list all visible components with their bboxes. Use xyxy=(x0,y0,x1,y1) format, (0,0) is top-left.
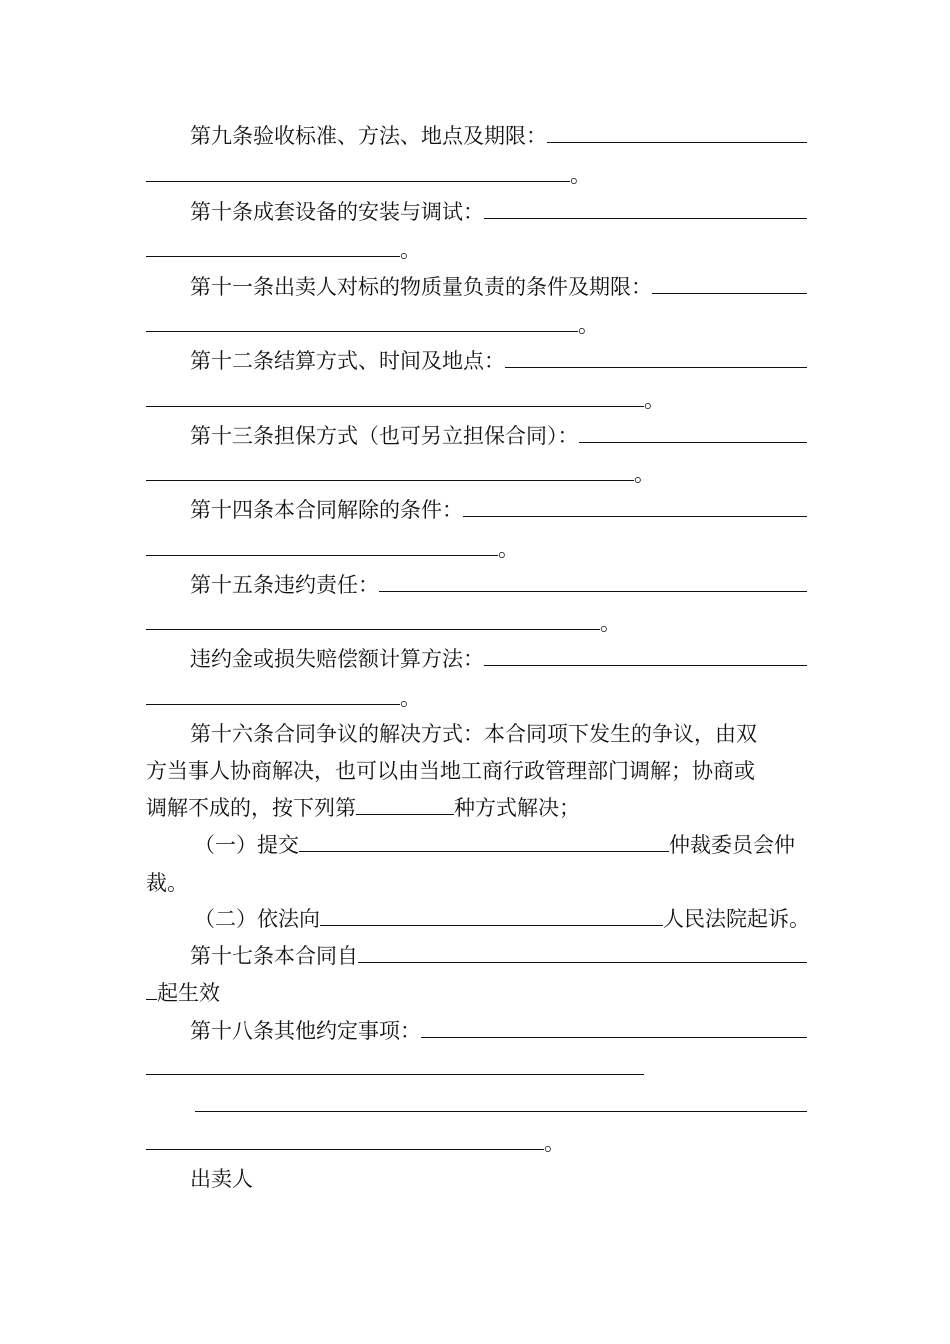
clause-18-line-4 xyxy=(146,1128,807,1158)
clause-15-line-1 xyxy=(146,570,807,600)
clause-14-blank-2 xyxy=(146,536,498,556)
clause-10-end: 。 xyxy=(400,238,421,262)
penalty-blank-2 xyxy=(146,685,400,705)
clause-9-label: 第九条验收标准、方法、地点及期限： xyxy=(190,124,547,148)
clause-18-blank-3 xyxy=(195,1092,807,1112)
clause-10-line-1 xyxy=(146,197,807,227)
penalty-line-1 xyxy=(146,644,807,674)
clause-10-blank-2 xyxy=(146,237,400,257)
clause-11-label: 第十一条出卖人对标的物质量负责的条件及期限： xyxy=(190,275,652,299)
clause-14-blank xyxy=(463,497,807,517)
clause-11-line-2 xyxy=(146,310,807,340)
clause-14-line-1 xyxy=(146,495,807,525)
clause-9-blank-2 xyxy=(146,162,570,182)
clause-16-line-2: 方当事人协商解决，也可以由当地工商行政管理部门调解；协商或 xyxy=(146,759,755,783)
clause-13-end: 。 xyxy=(634,462,655,486)
clause-9-line-1 xyxy=(146,121,807,151)
penalty-end: 。 xyxy=(400,686,421,710)
clause-14-label: 第十四条本合同解除的条件： xyxy=(190,498,463,522)
clause-18-blank xyxy=(421,1018,807,1038)
clause-13-blank-2 xyxy=(146,461,634,481)
clause-17-line-1 xyxy=(146,941,807,971)
clause-10-blank xyxy=(484,199,807,219)
clause-15-label: 第十五条违约责任： xyxy=(190,573,379,597)
clause-11-end: 。 xyxy=(578,313,599,337)
clause-11-line-1 xyxy=(146,272,807,302)
clause-18-label: 第十八条其他约定事项： xyxy=(190,1019,421,1043)
clause-13-blank xyxy=(579,423,808,443)
clause-15-blank xyxy=(379,572,807,592)
penalty-line-2 xyxy=(146,683,807,713)
clause-17-blank-2 xyxy=(146,980,157,1000)
clause-10-label: 第十条成套设备的安装与调试： xyxy=(190,200,484,224)
clause-9-end: 。 xyxy=(570,163,591,187)
option-2-label: （二）依法向 xyxy=(194,907,320,931)
clause-17-label: 第十七条本合同自 xyxy=(190,944,358,968)
clause-16-choice-suffix: 种方式解决； xyxy=(454,796,580,820)
option-1-suffix: 仲裁委员会仲 xyxy=(669,833,795,857)
clause-12-blank xyxy=(505,348,807,368)
option-1-line-1 xyxy=(146,830,807,860)
clause-16-choice-blank xyxy=(356,795,454,815)
penalty-label: 违约金或损失赔偿额计算方法： xyxy=(190,647,484,671)
option-2-blank xyxy=(320,906,663,926)
clause-15-blank-2 xyxy=(146,610,600,630)
clause-18-end: 。 xyxy=(544,1131,565,1155)
clause-12-end: 。 xyxy=(644,388,665,412)
option-2-line xyxy=(146,904,810,934)
option-1-label: （一）提交 xyxy=(194,833,299,857)
clause-16-choice-label: 调解不成的，按下列第 xyxy=(146,796,356,820)
clause-9-blank xyxy=(547,123,807,143)
clause-12-blank-2 xyxy=(146,387,644,407)
clause-13-line-2 xyxy=(146,459,807,489)
clause-17-blank xyxy=(358,943,807,963)
clause-18-line-2 xyxy=(146,1053,807,1083)
clause-12-line-1 xyxy=(146,346,807,376)
clause-13-line-1 xyxy=(146,421,807,451)
clause-16-line-3 xyxy=(146,793,807,823)
clause-11-blank xyxy=(652,274,807,294)
clause-11-blank-2 xyxy=(146,312,578,332)
clause-15-line-2 xyxy=(146,608,807,638)
clause-16-line-1: 第十六条合同争议的解决方式：本合同项下发生的争议，由双 xyxy=(190,722,757,746)
clause-9-line-2 xyxy=(146,160,807,190)
option-1-line-2: 裁。 xyxy=(146,871,188,895)
clause-17-line-2 xyxy=(146,978,807,1008)
option-1-blank xyxy=(299,832,669,852)
clause-13-label: 第十三条担保方式（也可另立担保合同）： xyxy=(190,424,579,448)
seller-label: 出卖人 xyxy=(190,1167,253,1191)
clause-17-suffix: 起生效 xyxy=(157,981,220,1005)
clause-10-line-2 xyxy=(146,235,807,265)
clause-14-end: 。 xyxy=(498,537,519,561)
clause-12-label: 第十二条结算方式、时间及地点： xyxy=(190,349,505,373)
clause-18-line-1 xyxy=(146,1016,807,1046)
clause-18-line-3 xyxy=(146,1090,807,1120)
clause-18-blank-4 xyxy=(146,1130,544,1150)
clause-15-end: 。 xyxy=(600,611,621,635)
penalty-blank xyxy=(484,646,807,666)
clause-14-line-2 xyxy=(146,534,807,564)
option-2-suffix: 人民法院起诉。 xyxy=(663,907,810,931)
clause-18-blank-2 xyxy=(146,1055,644,1075)
clause-12-line-2 xyxy=(146,385,807,415)
